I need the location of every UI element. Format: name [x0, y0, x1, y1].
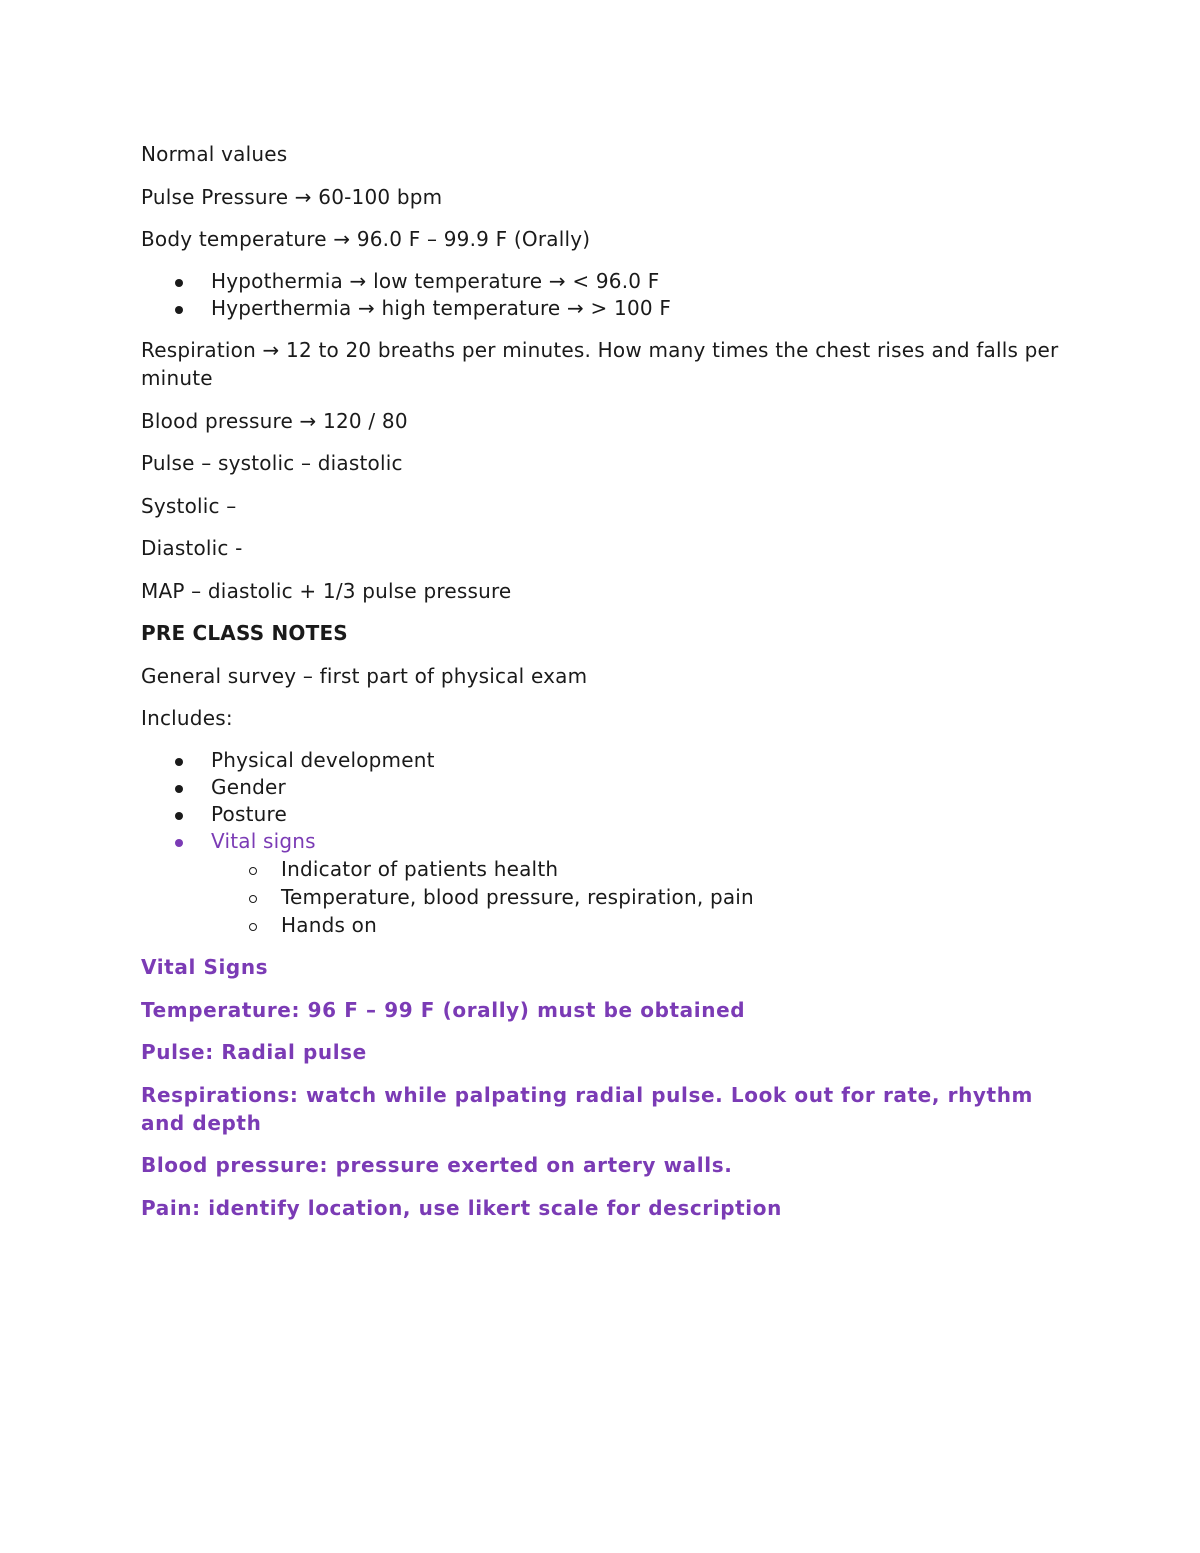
temperature-bullet-list	[141, 268, 1061, 322]
hollow-bullet-icon	[249, 895, 257, 903]
list-item-vital-signs	[141, 828, 1061, 939]
posture-text: Posture	[211, 801, 288, 826]
hyperthermia-text: Hyperthermia → high temperature → > 100 F	[211, 295, 672, 320]
pulse-pressure-line: Pulse Pressure → 60-100 bpm	[141, 184, 443, 209]
hollow-bullet-icon	[249, 923, 257, 931]
normal-values-title: Normal values	[141, 142, 288, 166]
bullet-icon	[175, 279, 183, 287]
list-item	[141, 801, 1061, 828]
vital-signs-heading: Vital Signs	[141, 955, 269, 979]
bullet-icon	[175, 839, 183, 847]
vital-pain-line: Pain: identify location, use likert scale for description	[141, 1195, 782, 1220]
hollow-bullet-icon	[249, 867, 257, 875]
respiration-line: Respiration → 12 to 20 breaths per minutes. How many times the chest rises and falls per minute	[141, 338, 1059, 390]
systolic-line: Systolic –	[141, 493, 237, 518]
map-line: MAP – diastolic + 1/3 pulse pressure	[141, 578, 512, 603]
list-item	[141, 774, 1061, 801]
pulse-systolic-diastolic-line: Pulse – systolic – diastolic	[141, 451, 403, 475]
indicator-text: Indicator of patients health	[281, 856, 559, 881]
general-survey-line: General survey – first part of physical exam	[141, 663, 588, 688]
list-item	[211, 883, 1061, 911]
vital-components-text: Temperature, blood pressure, respiration, pain	[281, 884, 754, 909]
gender-text: Gender	[211, 774, 286, 799]
list-item	[141, 295, 1061, 322]
bullet-icon	[175, 785, 183, 793]
vital-respirations-line: Respirations: watch while palpating radial pulse. Look out for rate, rhythm and depth	[141, 1082, 1033, 1135]
includes-bullet-list	[141, 747, 1061, 939]
pre-class-notes-heading: PRE CLASS NOTES	[141, 621, 348, 645]
hands-on-text: Hands on	[281, 912, 377, 937]
list-item	[211, 855, 1061, 883]
diastolic-line: Diastolic -	[141, 536, 243, 560]
vital-blood-pressure-line: Blood pressure: pressure exerted on artery walls.	[141, 1153, 733, 1177]
document-page	[141, 140, 1061, 1236]
bullet-icon	[175, 306, 183, 314]
list-item	[141, 268, 1061, 295]
blood-pressure-line: Blood pressure → 120 / 80	[141, 408, 408, 433]
vital-temperature-line: Temperature: 96 F – 99 F (orally) must be obtained	[141, 997, 746, 1022]
physical-development-text: Physical development	[211, 747, 435, 772]
hypothermia-text: Hypothermia → low temperature → < 96.0 F	[211, 268, 660, 293]
bullet-icon	[175, 812, 183, 820]
list-item	[211, 911, 1061, 939]
includes-label: Includes:	[141, 706, 233, 730]
body-temperature-line: Body temperature → 96.0 F – 99.9 F (Orally)	[141, 227, 591, 251]
list-item	[141, 747, 1061, 774]
bullet-icon	[175, 758, 183, 766]
vital-signs-text: Vital signs	[211, 828, 316, 853]
vital-pulse-line: Pulse: Radial pulse	[141, 1040, 367, 1064]
vital-signs-sub-list	[211, 855, 1061, 939]
